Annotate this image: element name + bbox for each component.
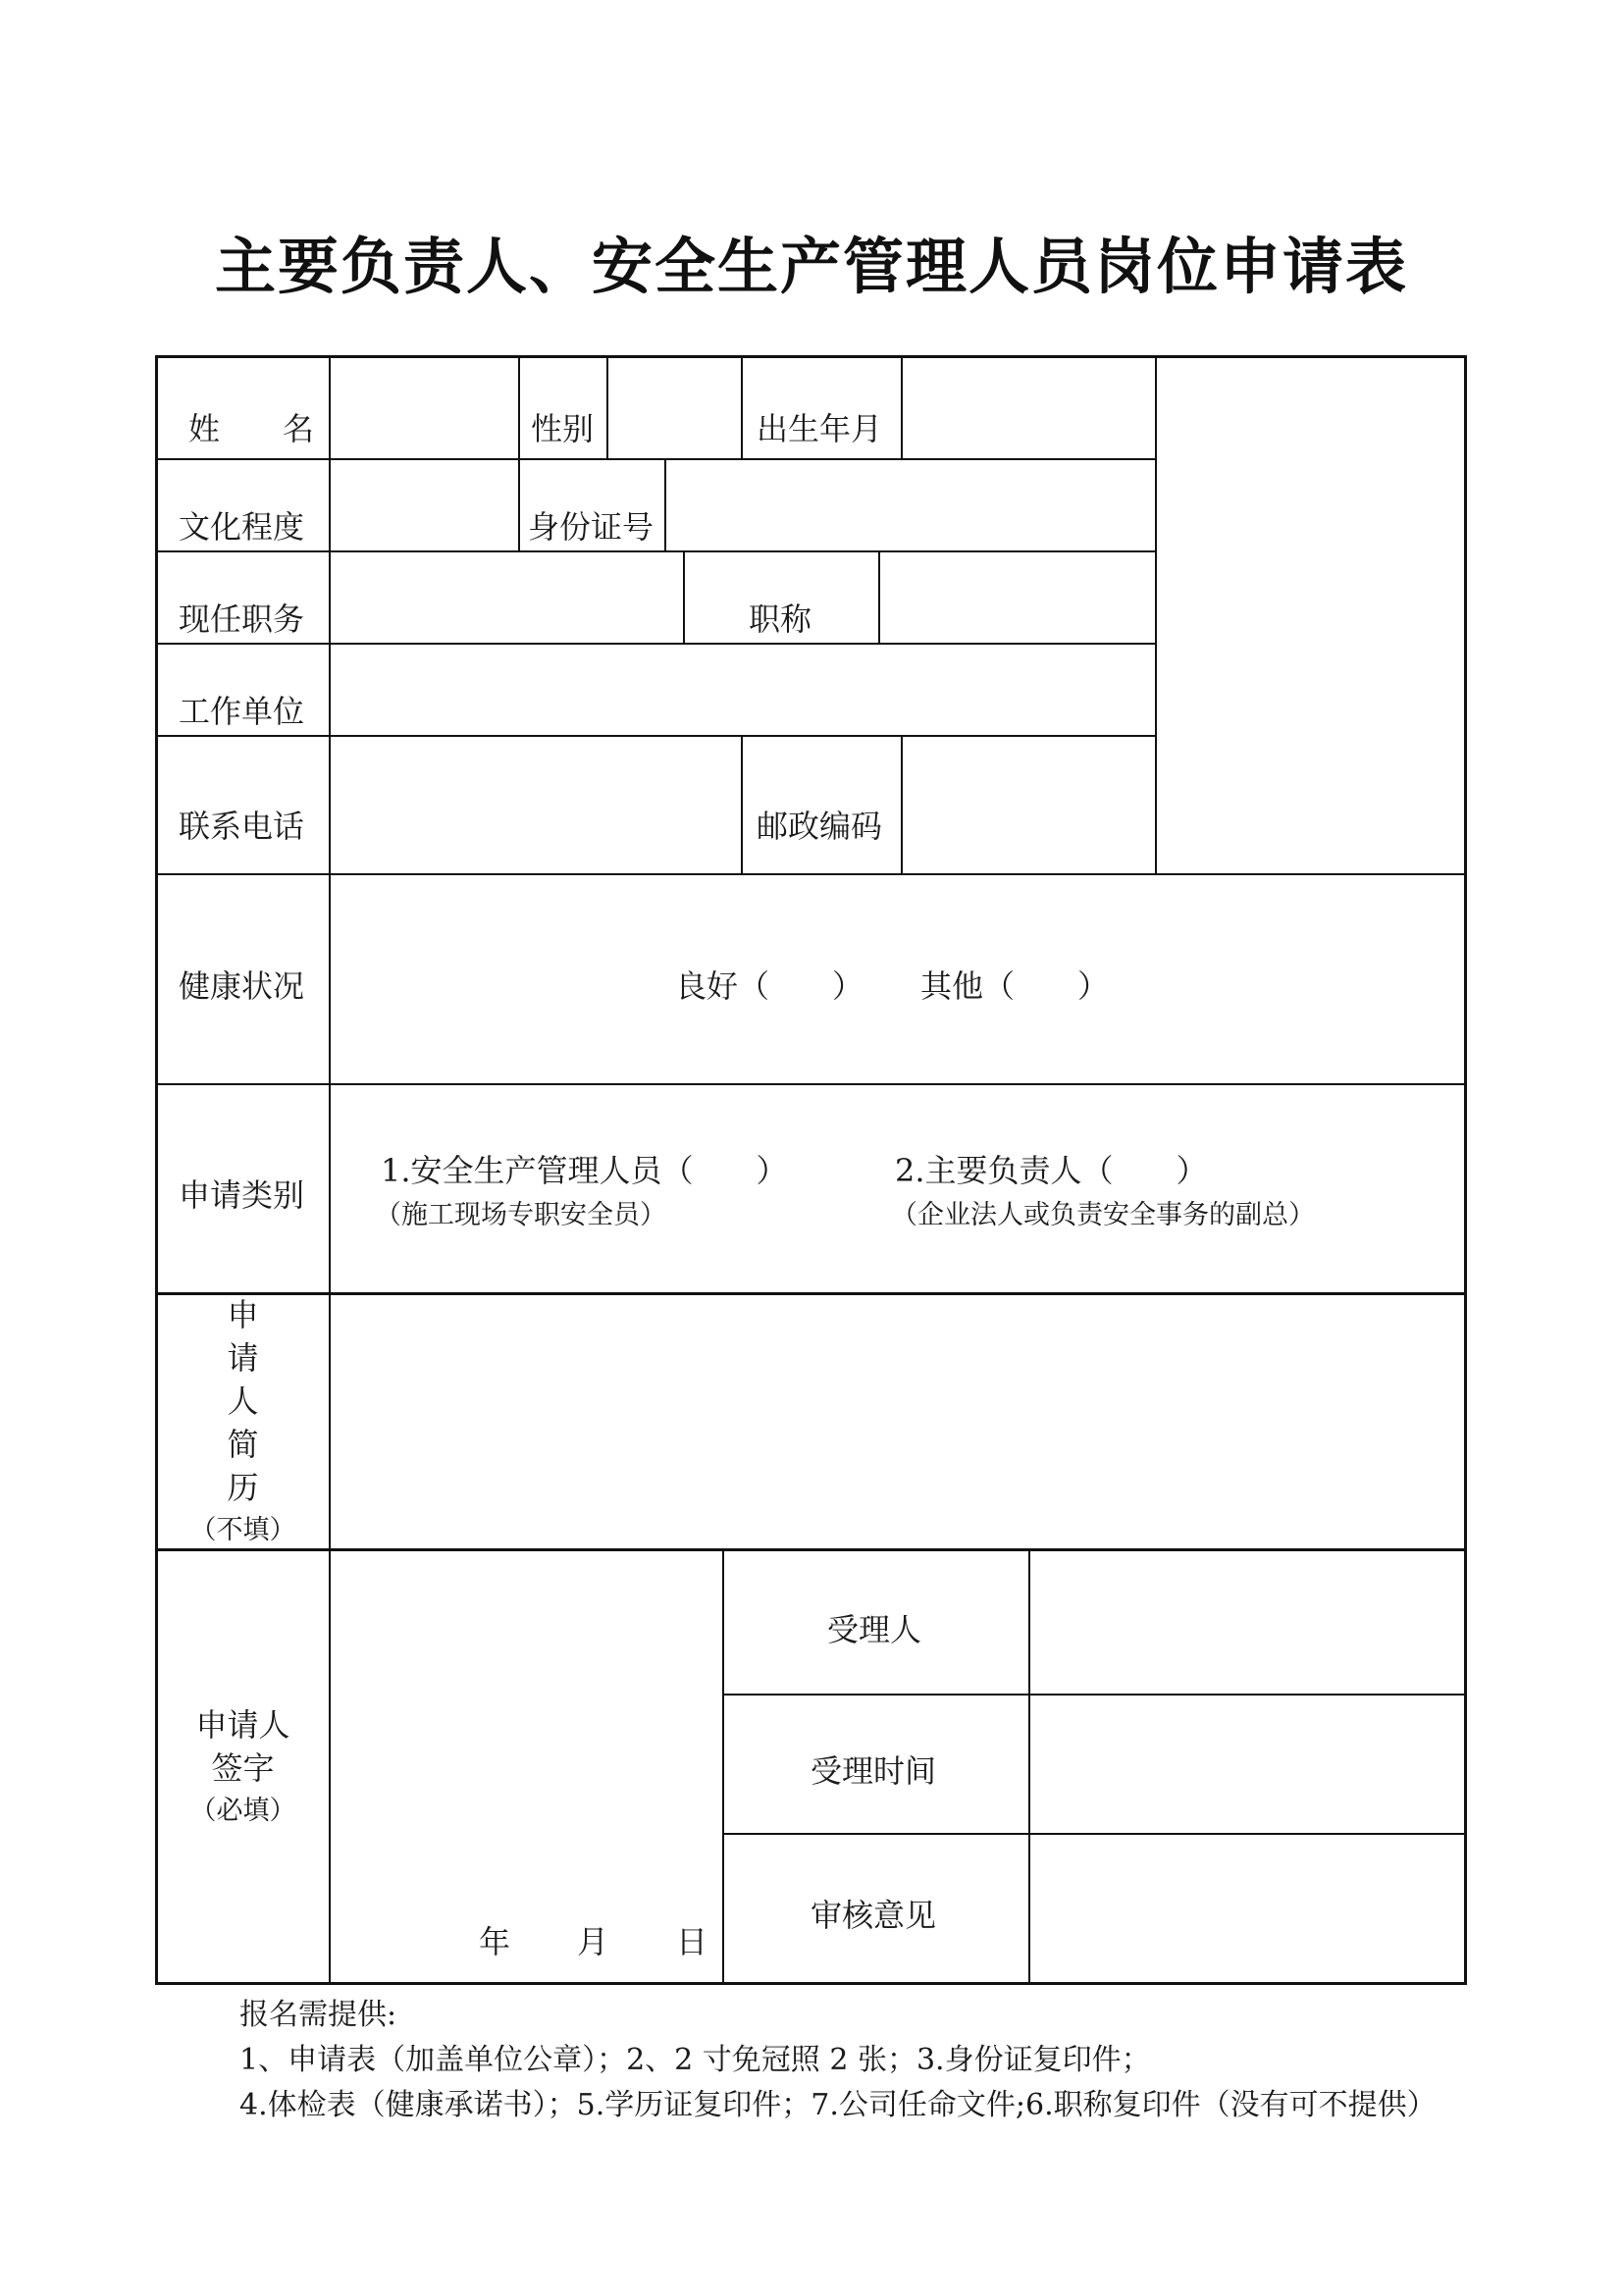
signature-label bbox=[157, 1703, 329, 1833]
signature-field[interactable] bbox=[332, 1552, 721, 1981]
education-field[interactable] bbox=[332, 461, 517, 549]
review-label: 审核意见 bbox=[811, 1897, 937, 1934]
row-line bbox=[157, 735, 1156, 737]
cell-divider bbox=[683, 550, 685, 644]
handler-label: 受理人 bbox=[827, 1611, 922, 1648]
category-option-principal-note: （企业法人或负责安全事务的副总） bbox=[891, 1200, 1315, 1230]
date-day-label: 日 bbox=[676, 1923, 708, 1960]
requirements-heading: 报名需提供: bbox=[239, 1998, 397, 2032]
handle-time-label: 受理时间 bbox=[811, 1752, 937, 1790]
cell-divider bbox=[518, 355, 520, 459]
position-field[interactable] bbox=[332, 553, 682, 642]
row-line bbox=[157, 458, 1156, 460]
health-label: 健康状况 bbox=[179, 967, 305, 1005]
cell-divider bbox=[518, 458, 520, 551]
requirements-line: 4.体检表（健康承诺书）；5.学历证复印件；7.公司任命文件;6.职称复印件（没有可不提供） bbox=[239, 2088, 1437, 2122]
cell-divider bbox=[606, 355, 608, 459]
resume-label-char: 申 bbox=[227, 1296, 259, 1333]
row-line bbox=[157, 1548, 1465, 1551]
id-number-label: 身份证号 bbox=[528, 508, 654, 546]
gender-label: 性别 bbox=[531, 410, 595, 447]
resume-field[interactable] bbox=[332, 1296, 1462, 1547]
resume-label-char: 简 bbox=[227, 1426, 259, 1463]
row-line bbox=[157, 1083, 1465, 1085]
row-line bbox=[723, 1833, 1465, 1835]
table-border-bottom bbox=[155, 1982, 1467, 1985]
name-label: 姓 名 bbox=[188, 410, 315, 447]
resume-note: （不填） bbox=[189, 1515, 296, 1545]
health-good-option[interactable]: 良好（ ） bbox=[675, 967, 864, 1005]
cell-divider bbox=[664, 458, 666, 551]
employer-label: 工作单位 bbox=[179, 693, 305, 730]
signature-label-line: 签字 bbox=[211, 1749, 275, 1787]
resume-label bbox=[157, 1293, 329, 1552]
form-title: 主要负责人、安全生产管理人员岗位申请表 bbox=[214, 231, 1408, 302]
phone-field[interactable] bbox=[332, 738, 740, 872]
resume-label-char: 历 bbox=[227, 1469, 259, 1506]
signature-note: （必填） bbox=[189, 1796, 296, 1826]
cell-divider bbox=[901, 735, 903, 874]
requirements-line: 1、申请表（加盖单位公章）；2、2 寸免冠照 2 张；3.身份证复印件； bbox=[239, 2043, 1151, 2077]
row-line bbox=[723, 1694, 1465, 1696]
category-label: 申请类别 bbox=[179, 1176, 305, 1214]
job-title-field[interactable] bbox=[881, 553, 1154, 642]
birth-date-field[interactable] bbox=[904, 358, 1154, 457]
review-field[interactable] bbox=[1031, 1836, 1462, 1981]
cell-divider bbox=[722, 1549, 724, 1982]
resume-label-char: 人 bbox=[227, 1383, 259, 1420]
label-column-divider bbox=[329, 355, 331, 1982]
row-line bbox=[157, 1292, 1465, 1295]
category-option-safety-manager[interactable]: 1.安全生产管理人员（ ） bbox=[381, 1152, 788, 1189]
cell-divider bbox=[1028, 1549, 1030, 1982]
handle-time-field[interactable] bbox=[1031, 1696, 1462, 1832]
phone-label: 联系电话 bbox=[179, 808, 305, 845]
postcode-field[interactable] bbox=[904, 738, 1154, 872]
gender-field[interactable] bbox=[609, 358, 740, 457]
education-label: 文化程度 bbox=[179, 508, 305, 546]
date-year-label: 年 bbox=[479, 1923, 511, 1960]
position-label: 现任职务 bbox=[179, 600, 305, 638]
cell-divider bbox=[741, 735, 743, 874]
photo-area-divider bbox=[1155, 355, 1157, 875]
handler-field[interactable] bbox=[1031, 1552, 1462, 1693]
postcode-label: 邮政编码 bbox=[757, 808, 883, 845]
id-number-field[interactable] bbox=[667, 461, 1154, 549]
photo-area[interactable] bbox=[1158, 358, 1463, 872]
name-field[interactable] bbox=[332, 358, 517, 457]
employer-field[interactable] bbox=[332, 646, 1154, 734]
birth-date-label: 出生年月 bbox=[757, 410, 883, 447]
cell-divider bbox=[878, 550, 880, 644]
date-month-label: 月 bbox=[577, 1923, 609, 1960]
row-line bbox=[157, 873, 1465, 875]
row-line bbox=[157, 643, 1156, 645]
signature-label-line: 申请人 bbox=[195, 1706, 290, 1744]
category-option-safety-manager-note: （施工现场专职安全员） bbox=[375, 1200, 666, 1230]
category-option-principal[interactable]: 2.主要负责人（ ） bbox=[895, 1152, 1208, 1189]
job-title-label: 职称 bbox=[749, 600, 812, 638]
cell-divider bbox=[901, 355, 903, 459]
table-border-right bbox=[1464, 355, 1467, 1985]
cell-divider bbox=[741, 355, 743, 459]
health-other-option[interactable]: 其他（ ） bbox=[920, 967, 1110, 1005]
row-line bbox=[157, 550, 1156, 552]
resume-label-char: 请 bbox=[227, 1339, 259, 1377]
